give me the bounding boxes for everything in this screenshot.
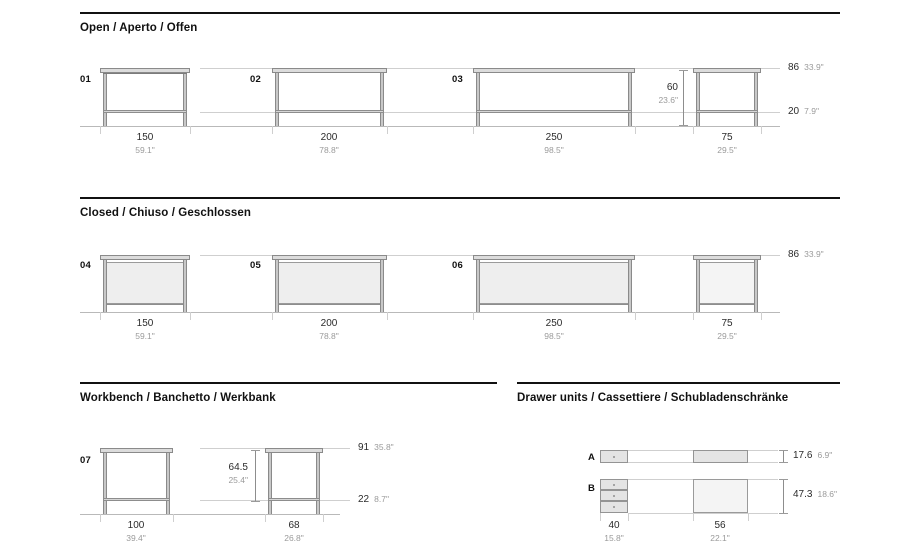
section-rule-workbench [80,382,497,384]
item-tag-06: 06 [452,260,463,271]
item-tag-02: 02 [250,74,261,85]
unit-side-open-width-in: 29.5" [717,145,737,155]
drawer-b-dim-line [783,479,784,513]
unit01-leg-right [183,73,187,126]
unit01-dim-tick-left [100,126,101,134]
unit06-front-panel [476,262,632,304]
drawer-a-height [793,450,832,461]
workbench-height-91 [358,442,394,453]
unit01-shelf [103,110,187,113]
baseline-open [80,126,780,127]
drawer-b-knob-1 [613,484,615,486]
drawer-b-height-cm: 47.3 [793,489,813,500]
drawer-b-height [793,489,837,500]
unit05-panel-seam [279,304,380,305]
unit03-width-in: 98.5" [544,145,564,155]
workbench-height-22-cm: 22 [358,494,370,505]
drawer-a-side [693,450,748,463]
unit-side-closed-leg-right [754,260,758,312]
drawer-a-tick-top [779,450,788,451]
unit06-panel-seam [480,304,628,305]
workbench-height-91-in: 35.8" [374,442,394,452]
workbench-side-top [265,448,323,453]
workbench-height-22-in: 8.7" [374,494,389,504]
drawer-b-side [693,479,748,513]
open-depth-tick-bottom [679,125,688,126]
unit04-panel-seam [107,304,183,305]
unit-side-open-top [693,68,761,73]
unit05-leg-right [380,260,384,312]
drawer-a-tick-bottom [779,462,788,463]
section-title-open: Open / Aperto / Offen [80,22,198,34]
unit03-shelf [476,110,632,113]
unit-side-closed-width-in: 29.5" [717,331,737,341]
drawer-width-56-cm: 56 [714,520,726,531]
unit02-shelf [275,110,384,113]
unit-side-closed-panel [696,262,758,304]
unit-side-closed-seam [700,304,754,305]
unit06-top [473,255,635,260]
closed-height-86 [788,249,824,260]
unit05-width-cm: 200 [320,318,338,329]
item-tag-01: 01 [80,74,91,85]
unit04-width-in: 59.1" [135,331,155,341]
workbench-front-leg-right [166,453,170,514]
unit01-dim-tick-right [190,126,191,134]
workbench-inner-tick-top [251,450,260,451]
unit06-width-in: 98.5" [544,331,564,341]
unit02-dim-tick-left [272,126,273,134]
unit05-top [272,255,387,260]
item-tag-07: 07 [80,455,91,466]
unit-side-open-tick-left [693,126,694,134]
workbench-height-91-cm: 91 [358,442,370,453]
unit03-dim-tick-left [473,126,474,134]
unit05-tick-left [272,312,273,320]
open-depth-cm: 60 [666,82,678,93]
unit02-width-in: 78.8" [319,145,339,155]
workbench-side-tick-left [265,514,266,522]
unit-side-open-width-cm: 75 [721,132,733,143]
drawer-a-height-in: 6.9" [817,450,833,460]
workbench-front-tick-right [173,514,174,522]
open-height-86-in: 33.9" [804,62,824,72]
section-title-closed: Closed / Chiuso / Geschlossen [80,207,251,219]
drawer-b-tick-top [779,479,788,480]
item-tag-05: 05 [250,260,261,271]
unit01-width-cm: 150 [136,132,154,143]
drawer-b-baseline [628,513,778,514]
unit05-front-panel [275,262,384,304]
open-height-20-cm: 20 [788,106,800,117]
unit02-leg-left [275,73,279,126]
unit-side-closed-top [693,255,761,260]
section-title-workbench: Workbench / Banchetto / Werkbank [80,392,276,404]
closed-height-86-in: 33.9" [804,249,824,259]
workbench-front-width-in: 39.4" [126,533,146,543]
drawer-width-40-in: 15.8" [604,533,624,543]
workbench-front-leg-left [103,453,107,514]
open-depth-in: 23.6" [658,95,678,105]
open-height-86 [788,62,824,73]
workbench-inner-tick-bottom [251,501,260,502]
unit03-top [473,68,635,73]
open-depth-dim-line [683,70,684,126]
unit03-width-cm: 250 [545,132,563,143]
open-height-20-in: 7.9" [804,106,819,116]
drawer-b-tick-bottom [779,513,788,514]
unit02-dim-tick-right [387,126,388,134]
unit02-leg-right [380,73,384,126]
section-rule-closed [80,197,840,199]
unit06-leg-right [628,260,632,312]
open-depth-tick-top [679,70,688,71]
closed-height-86-cm: 86 [788,249,800,260]
section-title-drawers: Drawer units / Cassettiere / Schubladenschränke [517,392,789,404]
workbench-side-width-in: 26.8" [284,533,304,543]
unit02-width-cm: 200 [320,132,338,143]
unit03-leg-right [628,73,632,126]
section-rule-drawers [517,382,840,384]
unit06-tick-right [635,312,636,320]
item-tag-03: 03 [452,74,463,85]
workbench-height-22 [358,494,389,505]
workbench-side-leg-left [268,453,272,514]
unit06-width-cm: 250 [545,318,563,329]
drawer-width-40-cm: 40 [608,520,620,531]
unit01-leg-left [103,73,107,126]
drawer-b-knob-2 [613,495,615,497]
baseline-closed [80,312,780,313]
unit01-frame [103,73,187,77]
unit-side-open-leg-left [696,73,700,126]
unit-side-closed-tick-right [761,312,762,320]
unit05-width-in: 78.8" [319,331,339,341]
unit-side-open-tick-right [761,126,762,134]
unit04-width-cm: 150 [136,318,154,329]
unit06-tick-left [473,312,474,320]
workbench-front-width-cm: 100 [127,520,145,531]
workbench-inner-in: 25.4" [228,475,248,485]
workbench-side-width-cm: 68 [288,520,300,531]
workbench-front-top [100,448,173,453]
unit05-tick-right [387,312,388,320]
unit04-tick-left [100,312,101,320]
unit04-top [100,255,190,260]
open-height-20 [788,106,819,117]
drawer-a-knob [613,456,615,458]
item-tag-04: 04 [80,260,91,271]
workbench-side-leg-right [316,453,320,514]
unit-side-closed-width-cm: 75 [721,318,733,329]
baseline-workbench [80,514,340,515]
drawer-b-knob-3 [613,506,615,508]
workbench-inner-cm: 64.5 [228,462,248,473]
section-rule-open [80,12,840,14]
drawer-tag-a: A [588,452,596,463]
workbench-front-stretcher [103,498,170,501]
unit04-leg-right [183,260,187,312]
workbench-inner-dim-line [255,450,256,502]
unit-side-open-shelf [696,110,758,113]
workbench-side-tick-right [323,514,324,522]
unit-side-closed-tick-left [693,312,694,320]
unit04-front-panel [103,262,187,304]
drawer-a-height-cm: 17.6 [793,450,813,461]
unit-side-open-leg-right [754,73,758,126]
unit02-top [272,68,387,73]
unit03-leg-left [476,73,480,126]
open-height-86-cm: 86 [788,62,800,73]
workbench-side-stretcher [268,498,320,501]
drawer-width-56-in: 22.1" [710,533,730,543]
drawer-b-height-in: 18.6" [817,489,838,499]
unit01-width-in: 59.1" [135,145,155,155]
unit03-dim-tick-right [635,126,636,134]
drawer-tag-b: B [588,483,596,494]
workbench-front-tick-left [100,514,101,522]
unit04-tick-right [190,312,191,320]
